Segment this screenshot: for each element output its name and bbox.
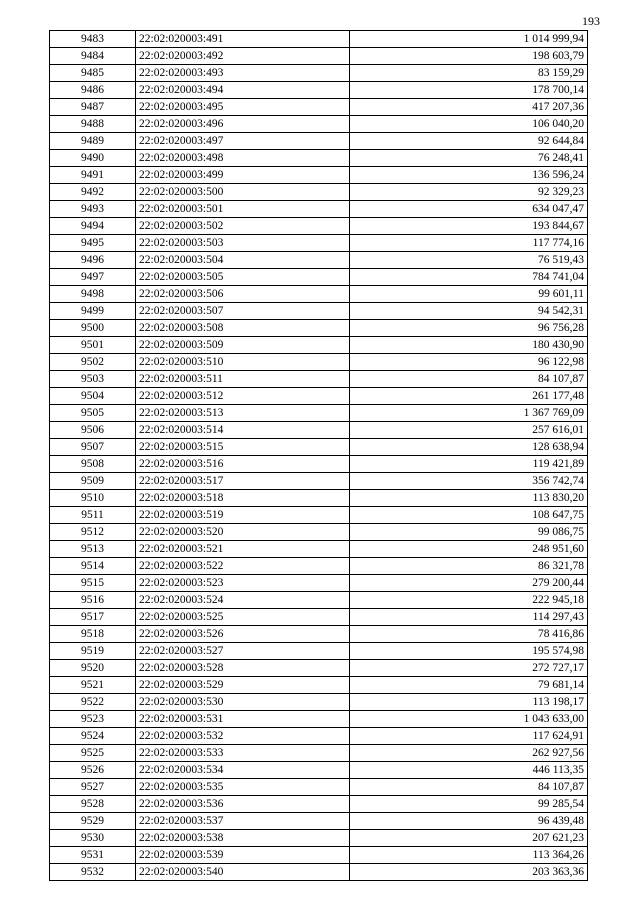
row-number-cell: 9493	[50, 201, 136, 218]
row-number-cell: 9509	[50, 473, 136, 490]
table-row	[50, 694, 588, 711]
cadastral-number-cell: 22:02:020003:519	[136, 507, 350, 524]
cadastral-number-cell: 22:02:020003:503	[136, 235, 350, 252]
table-row	[50, 439, 588, 456]
cadastral-value-cell: 84 107,87	[350, 371, 588, 388]
row-number-cell: 9488	[50, 116, 136, 133]
table-row	[50, 677, 588, 694]
row-number-cell: 9532	[50, 864, 136, 881]
row-number-cell: 9526	[50, 762, 136, 779]
row-number-cell: 9517	[50, 609, 136, 626]
cadastral-value-cell: 1 014 999,94	[350, 31, 588, 48]
cadastral-number-cell: 22:02:020003:496	[136, 116, 350, 133]
table-row	[50, 337, 588, 354]
cadastral-value-cell: 356 742,74	[350, 473, 588, 490]
cadastral-value-cell: 96 122,98	[350, 354, 588, 371]
table-row	[50, 473, 588, 490]
table-row	[50, 745, 588, 762]
row-number-cell: 9507	[50, 439, 136, 456]
cadastral-number-cell: 22:02:020003:512	[136, 388, 350, 405]
cadastral-number-cell: 22:02:020003:530	[136, 694, 350, 711]
row-number-cell: 9486	[50, 82, 136, 99]
cadastral-value-cell: 92 644,84	[350, 133, 588, 150]
cadastral-number-cell: 22:02:020003:522	[136, 558, 350, 575]
row-number-cell: 9514	[50, 558, 136, 575]
cadastral-value-cell: 136 596,24	[350, 167, 588, 184]
row-number-cell: 9501	[50, 337, 136, 354]
cadastral-value-cell: 117 774,16	[350, 235, 588, 252]
cadastral-value-cell: 248 951,60	[350, 541, 588, 558]
cadastral-value-cell: 99 285,54	[350, 796, 588, 813]
cadastral-value-cell: 198 603,79	[350, 48, 588, 65]
cadastral-number-cell: 22:02:020003:533	[136, 745, 350, 762]
row-number-cell: 9513	[50, 541, 136, 558]
cadastral-value-cell: 222 945,18	[350, 592, 588, 609]
row-number-cell: 9499	[50, 303, 136, 320]
cadastral-value-cell: 79 681,14	[350, 677, 588, 694]
table-row	[50, 796, 588, 813]
table-row	[50, 235, 588, 252]
row-number-cell: 9490	[50, 150, 136, 167]
cadastral-value-cell: 272 727,17	[350, 660, 588, 677]
cadastral-number-cell: 22:02:020003:532	[136, 728, 350, 745]
cadastral-value-cell: 417 207,36	[350, 99, 588, 116]
table-row	[50, 167, 588, 184]
cadastral-value-cell: 195 574,98	[350, 643, 588, 660]
table-row	[50, 609, 588, 626]
table-row	[50, 354, 588, 371]
cadastral-value-cell: 113 198,17	[350, 694, 588, 711]
cadastral-number-cell: 22:02:020003:501	[136, 201, 350, 218]
cadastral-value-cell: 180 430,90	[350, 337, 588, 354]
cadastral-value-cell: 84 107,87	[350, 779, 588, 796]
table-row	[50, 660, 588, 677]
cadastral-value-cell: 261 177,48	[350, 388, 588, 405]
row-number-cell: 9519	[50, 643, 136, 660]
table-row	[50, 150, 588, 167]
cadastral-number-cell: 22:02:020003:498	[136, 150, 350, 167]
table-row	[50, 779, 588, 796]
cadastral-number-cell: 22:02:020003:524	[136, 592, 350, 609]
cadastral-number-cell: 22:02:020003:495	[136, 99, 350, 116]
table-row	[50, 201, 588, 218]
cadastral-number-cell: 22:02:020003:518	[136, 490, 350, 507]
row-number-cell: 9491	[50, 167, 136, 184]
table-row	[50, 728, 588, 745]
row-number-cell: 9515	[50, 575, 136, 592]
cadastral-value-cell: 99 601,11	[350, 286, 588, 303]
cadastral-value-cell: 262 927,56	[350, 745, 588, 762]
cadastral-value-cell: 113 364,26	[350, 847, 588, 864]
cadastral-value-cell: 128 638,94	[350, 439, 588, 456]
table-row	[50, 252, 588, 269]
table-row	[50, 371, 588, 388]
cadastral-value-cell: 257 616,01	[350, 422, 588, 439]
table-row	[50, 643, 588, 660]
table-row	[50, 31, 588, 48]
cadastral-value-cell: 76 248,41	[350, 150, 588, 167]
table-row	[50, 592, 588, 609]
cadastral-number-cell: 22:02:020003:537	[136, 813, 350, 830]
cadastral-number-cell: 22:02:020003:528	[136, 660, 350, 677]
table-row	[50, 218, 588, 235]
row-number-cell: 9512	[50, 524, 136, 541]
table-row	[50, 405, 588, 422]
table-row	[50, 116, 588, 133]
cadastral-value-cell: 1 367 769,09	[350, 405, 588, 422]
row-number-cell: 9529	[50, 813, 136, 830]
table-row	[50, 48, 588, 65]
row-number-cell: 9508	[50, 456, 136, 473]
cadastral-number-cell: 22:02:020003:500	[136, 184, 350, 201]
table-row	[50, 558, 588, 575]
cadastral-number-cell: 22:02:020003:513	[136, 405, 350, 422]
cadastral-number-cell: 22:02:020003:538	[136, 830, 350, 847]
cadastral-number-cell: 22:02:020003:534	[136, 762, 350, 779]
table-row	[50, 524, 588, 541]
row-number-cell: 9528	[50, 796, 136, 813]
cadastral-number-cell: 22:02:020003:509	[136, 337, 350, 354]
table-row	[50, 99, 588, 116]
cadastral-number-cell: 22:02:020003:529	[136, 677, 350, 694]
row-number-cell: 9505	[50, 405, 136, 422]
row-number-cell: 9518	[50, 626, 136, 643]
cadastral-value-cell: 92 329,23	[350, 184, 588, 201]
row-number-cell: 9527	[50, 779, 136, 796]
cadastral-number-cell: 22:02:020003:497	[136, 133, 350, 150]
cadastral-number-cell: 22:02:020003:521	[136, 541, 350, 558]
cadastral-number-cell: 22:02:020003:515	[136, 439, 350, 456]
row-number-cell: 9523	[50, 711, 136, 728]
cadastral-number-cell: 22:02:020003:514	[136, 422, 350, 439]
table-row	[50, 320, 588, 337]
cadastral-number-cell: 22:02:020003:502	[136, 218, 350, 235]
row-number-cell: 9511	[50, 507, 136, 524]
cadastral-number-cell: 22:02:020003:491	[136, 31, 350, 48]
cadastral-number-cell: 22:02:020003:493	[136, 65, 350, 82]
cadastral-value-table	[49, 30, 588, 881]
row-number-cell: 9521	[50, 677, 136, 694]
table-body	[50, 31, 588, 881]
row-number-cell: 9530	[50, 830, 136, 847]
cadastral-value-cell: 279 200,44	[350, 575, 588, 592]
table-row	[50, 626, 588, 643]
row-number-cell: 9531	[50, 847, 136, 864]
table-row	[50, 184, 588, 201]
row-number-cell: 9502	[50, 354, 136, 371]
table-row	[50, 762, 588, 779]
table-row	[50, 507, 588, 524]
cadastral-number-cell: 22:02:020003:535	[136, 779, 350, 796]
cadastral-number-cell: 22:02:020003:504	[136, 252, 350, 269]
row-number-cell: 9498	[50, 286, 136, 303]
row-number-cell: 9492	[50, 184, 136, 201]
cadastral-value-cell: 178 700,14	[350, 82, 588, 99]
cadastral-value-cell: 119 421,89	[350, 456, 588, 473]
table-row	[50, 711, 588, 728]
cadastral-number-cell: 22:02:020003:508	[136, 320, 350, 337]
table-row	[50, 65, 588, 82]
table-row	[50, 813, 588, 830]
cadastral-value-cell: 99 086,75	[350, 524, 588, 541]
row-number-cell: 9496	[50, 252, 136, 269]
row-number-cell: 9487	[50, 99, 136, 116]
cadastral-number-cell: 22:02:020003:494	[136, 82, 350, 99]
row-number-cell: 9522	[50, 694, 136, 711]
row-number-cell: 9484	[50, 48, 136, 65]
cadastral-number-cell: 22:02:020003:526	[136, 626, 350, 643]
row-number-cell: 9504	[50, 388, 136, 405]
cadastral-number-cell: 22:02:020003:506	[136, 286, 350, 303]
table-row	[50, 847, 588, 864]
row-number-cell: 9500	[50, 320, 136, 337]
cadastral-value-cell: 784 741,04	[350, 269, 588, 286]
cadastral-value-cell: 114 297,43	[350, 609, 588, 626]
cadastral-number-cell: 22:02:020003:536	[136, 796, 350, 813]
row-number-cell: 9483	[50, 31, 136, 48]
page-number: 193	[582, 14, 600, 28]
cadastral-value-cell: 207 621,23	[350, 830, 588, 847]
row-number-cell: 9485	[50, 65, 136, 82]
cadastral-number-cell: 22:02:020003:525	[136, 609, 350, 626]
cadastral-value-cell: 113 830,20	[350, 490, 588, 507]
table-row	[50, 575, 588, 592]
table-row	[50, 269, 588, 286]
table-row	[50, 303, 588, 320]
cadastral-number-cell: 22:02:020003:527	[136, 643, 350, 660]
cadastral-value-cell: 1 043 633,00	[350, 711, 588, 728]
table-row	[50, 422, 588, 439]
table-row	[50, 133, 588, 150]
cadastral-value-cell: 96 756,28	[350, 320, 588, 337]
cadastral-value-cell: 86 321,78	[350, 558, 588, 575]
cadastral-value-cell: 203 363,36	[350, 864, 588, 881]
row-number-cell: 9503	[50, 371, 136, 388]
cadastral-value-cell: 634 047,47	[350, 201, 588, 218]
row-number-cell: 9506	[50, 422, 136, 439]
row-number-cell: 9497	[50, 269, 136, 286]
cadastral-number-cell: 22:02:020003:499	[136, 167, 350, 184]
cadastral-value-cell: 78 416,86	[350, 626, 588, 643]
cadastral-number-cell: 22:02:020003:517	[136, 473, 350, 490]
row-number-cell: 9524	[50, 728, 136, 745]
cadastral-value-cell: 117 624,91	[350, 728, 588, 745]
table-row	[50, 490, 588, 507]
row-number-cell: 9494	[50, 218, 136, 235]
row-number-cell: 9516	[50, 592, 136, 609]
cadastral-number-cell: 22:02:020003:511	[136, 371, 350, 388]
table-row	[50, 82, 588, 99]
cadastral-number-cell: 22:02:020003:520	[136, 524, 350, 541]
cadastral-value-cell: 193 844,67	[350, 218, 588, 235]
cadastral-number-cell: 22:02:020003:540	[136, 864, 350, 881]
cadastral-number-cell: 22:02:020003:516	[136, 456, 350, 473]
cadastral-number-cell: 22:02:020003:510	[136, 354, 350, 371]
cadastral-number-cell: 22:02:020003:531	[136, 711, 350, 728]
table-row	[50, 456, 588, 473]
cadastral-value-cell: 83 159,29	[350, 65, 588, 82]
cadastral-value-cell: 446 113,35	[350, 762, 588, 779]
table-row	[50, 541, 588, 558]
row-number-cell: 9510	[50, 490, 136, 507]
cadastral-number-cell: 22:02:020003:505	[136, 269, 350, 286]
row-number-cell: 9489	[50, 133, 136, 150]
cadastral-value-cell: 94 542,31	[350, 303, 588, 320]
table-row	[50, 286, 588, 303]
row-number-cell: 9520	[50, 660, 136, 677]
cadastral-value-cell: 76 519,43	[350, 252, 588, 269]
cadastral-value-cell: 108 647,75	[350, 507, 588, 524]
cadastral-number-cell: 22:02:020003:539	[136, 847, 350, 864]
cadastral-value-cell: 96 439,48	[350, 813, 588, 830]
table-row	[50, 864, 588, 881]
table-row	[50, 388, 588, 405]
cadastral-value-cell: 106 040,20	[350, 116, 588, 133]
row-number-cell: 9495	[50, 235, 136, 252]
cadastral-number-cell: 22:02:020003:507	[136, 303, 350, 320]
row-number-cell: 9525	[50, 745, 136, 762]
table-row	[50, 830, 588, 847]
cadastral-number-cell: 22:02:020003:492	[136, 48, 350, 65]
cadastral-number-cell: 22:02:020003:523	[136, 575, 350, 592]
